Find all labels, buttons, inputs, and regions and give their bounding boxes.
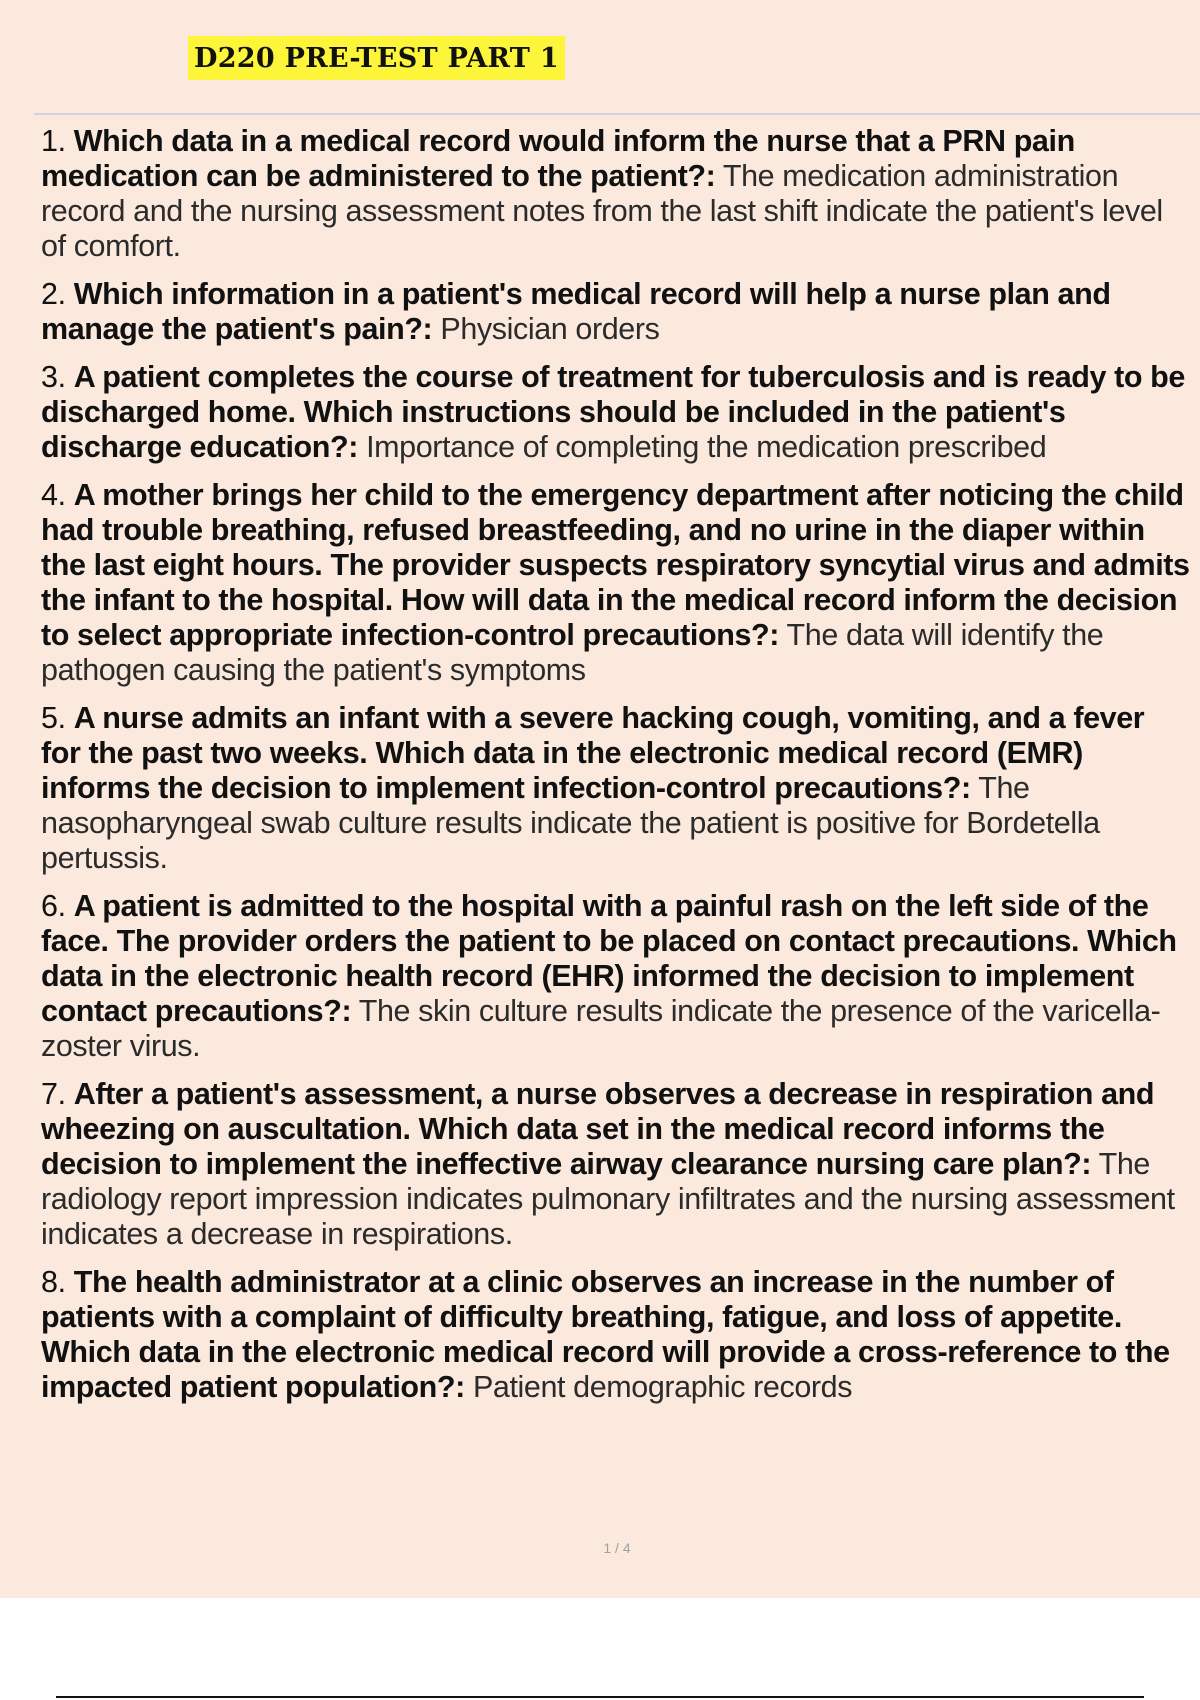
question-number: 1. <box>41 124 66 158</box>
answer-text: The data will identify the pathogen causing the patient's symptoms <box>41 618 1104 687</box>
document-title: D220 PRE-TEST PART 1 <box>194 42 559 74</box>
page-indicator: 1 / 4 <box>603 1540 631 1556</box>
question-item-5 <box>41 701 1191 876</box>
question-number: 6. <box>41 889 66 923</box>
question-item-2 <box>41 277 1191 347</box>
question-text: A mother brings her child to the emergency department after noticing the child had trouble breathing, refused breastfeeding, and no urine in the diaper within the last eight hours. The provider suspects respiratory syncytial virus and admits the infant to the hospital. How will data in the medical record inform the decision to select appropriate infection-control precautions?: <box>41 478 1190 652</box>
title-highlight <box>188 36 565 80</box>
answer-text: The medication administration record and the nursing assessment notes from the last shift indicate the patient's level of comfort. <box>41 159 1163 263</box>
question-number: 7. <box>41 1077 66 1111</box>
answer-text: Importance of completing the medication prescribed <box>366 430 1047 464</box>
answer-text: The radiology report impression indicates pulmonary infiltrates and the nursing assessment indicates a decrease in respirations. <box>41 1147 1175 1251</box>
answer-text: Physician orders <box>440 312 660 346</box>
answer-text: The nasopharyngeal swab culture results indicate the patient is positive for Bordetella pertussis. <box>41 771 1100 875</box>
answer-text: Patient demographic records <box>472 1370 853 1404</box>
question-number: 8. <box>41 1265 66 1299</box>
question-text: Which data in a medical record would inform the nurse that a PRN pain medication can be administered to the patient?: <box>41 124 1075 193</box>
question-number: 4. <box>41 478 66 512</box>
question-number: 3. <box>41 360 66 394</box>
header-divider <box>34 113 1200 115</box>
question-item-8 <box>41 1265 1191 1405</box>
answer-text: The skin culture results indicate the presence of the varicella-zoster virus. <box>41 994 1161 1063</box>
question-item-3 <box>41 360 1191 465</box>
question-text: Which information in a patient's medical record will help a nurse plan and manage the patient's pain?: <box>41 277 1111 346</box>
question-item-6 <box>41 889 1191 1064</box>
question-item-4 <box>41 478 1191 688</box>
question-text: A patient is admitted to the hospital with a painful rash on the left side of the face. The provider orders the patient to be placed on contact precautions. Which data in the electronic health record (EHR) informed the decision to implement contact precautions?: <box>41 889 1177 1028</box>
question-text: A patient completes the course of treatment for tuberculosis and is ready to be discharged home. Which instructions should be included in the patient's discharge education?: <box>41 360 1185 464</box>
question-text: After a patient's assessment, a nurse observes a decrease in respiration and wheezing on auscultation. Which data set in the medical record informs the decision to implement the ineffective airway clearance nursing care plan?: <box>41 1077 1155 1181</box>
question-number: 2. <box>41 277 66 311</box>
question-list <box>41 124 1191 1418</box>
question-text: A nurse admits an infant with a severe hacking cough, vomiting, and a fever for the past two weeks. Which data in the electronic medical record (EMR) informs the decision to implement infection-control precautions?: <box>41 701 1145 805</box>
question-item-7 <box>41 1077 1191 1252</box>
question-number: 5. <box>41 701 66 735</box>
next-page-divider <box>56 1696 1144 1698</box>
question-item-1 <box>41 124 1191 264</box>
question-text: The health administrator at a clinic observes an increase in the number of patients with a complaint of difficulty breathing, fatigue, and loss of appetite. Which data in the electronic medical record will provide a cross-reference to the impacted patient population?: <box>41 1265 1170 1404</box>
